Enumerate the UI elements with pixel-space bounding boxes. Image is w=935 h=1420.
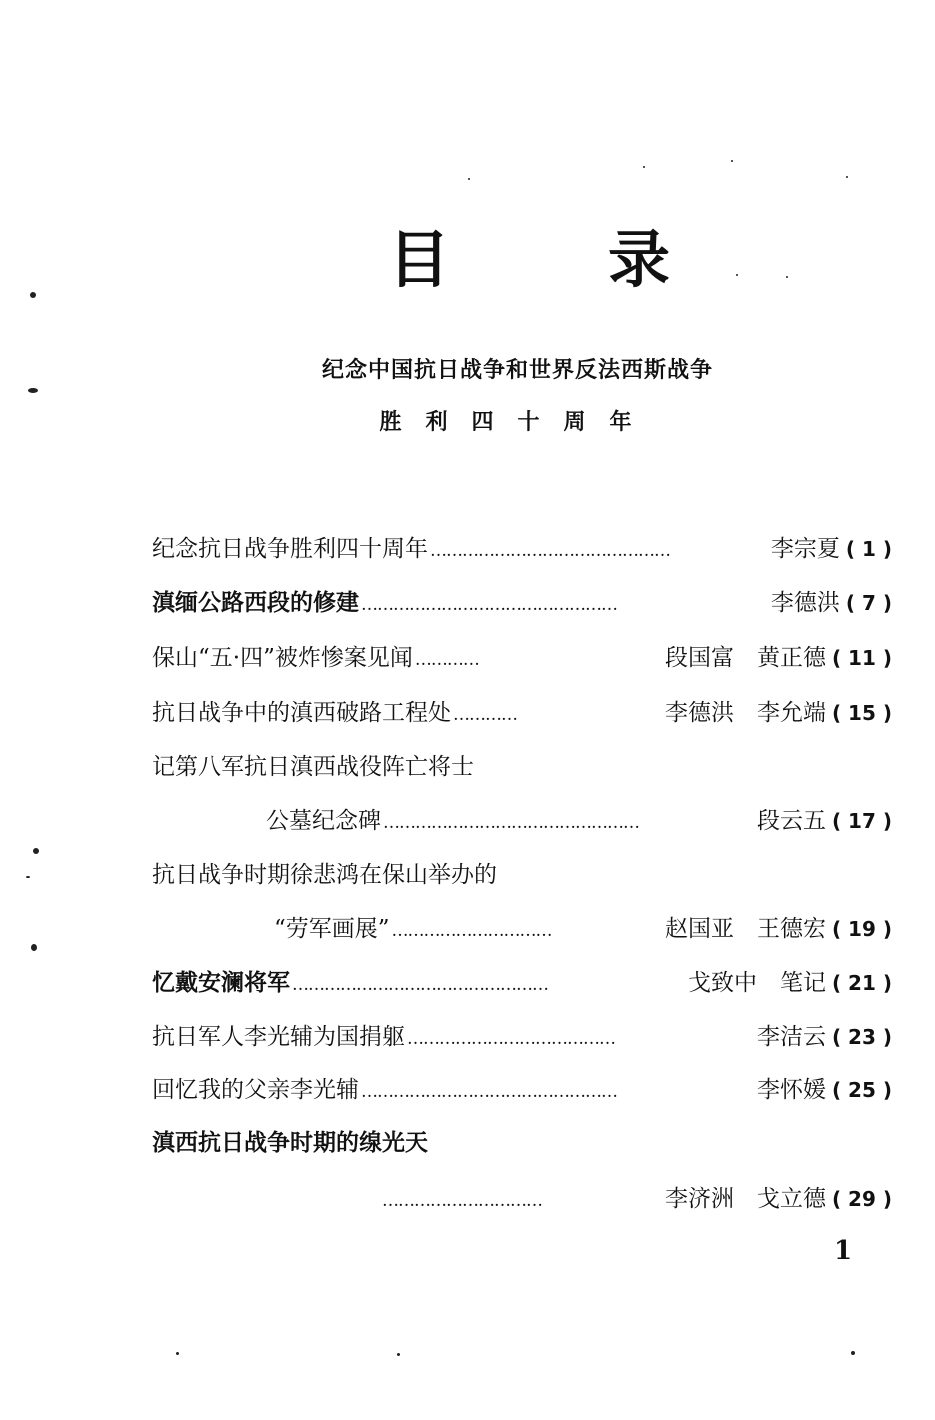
toc-leader-dots: ………………………………………… xyxy=(361,1082,617,1102)
toc-entry-title: 保山“五·四”被炸惨案见闻 xyxy=(152,645,413,671)
toc-leader-dots: ………………………… xyxy=(391,921,552,941)
toc-entry-page: ( 1 ) xyxy=(845,537,892,561)
toc-entry-author: 李怀媛 xyxy=(756,1077,826,1103)
scan-speck xyxy=(786,276,788,278)
toc-entry-title: 回忆我的父亲李光辅 xyxy=(152,1077,359,1103)
toc-entry[interactable] xyxy=(152,750,892,784)
toc-leader-dots: ………………………………………… xyxy=(292,975,548,995)
toc-leader-dots: ……………………………………… xyxy=(430,541,670,561)
toc-entry-title: 滇西抗日战争时期的缐光天 xyxy=(152,1129,428,1156)
toc-entry[interactable] xyxy=(152,532,892,566)
toc-entry-author: 李洁云 xyxy=(756,1024,826,1050)
toc-entry-page: ( 7 ) xyxy=(845,591,892,615)
toc-entry[interactable] xyxy=(152,1073,892,1107)
toc-entry-page: ( 21 ) xyxy=(831,971,892,995)
toc-entry[interactable] xyxy=(152,1126,892,1160)
toc-entry-author: 李宗夏 xyxy=(770,536,840,562)
toc-entry-title: 公墓纪念碑 xyxy=(266,808,381,834)
toc-entry-continuation[interactable] xyxy=(152,1182,892,1216)
scan-speck xyxy=(33,848,39,854)
toc-entry-title: 记第八军抗日滇西战役阵亡将士 xyxy=(152,754,474,780)
toc-entry-author: 李德洪 xyxy=(770,590,840,616)
toc-entry[interactable] xyxy=(152,858,892,892)
scan-speck xyxy=(30,292,36,298)
toc-entry-page: ( 25 ) xyxy=(831,1078,892,1102)
toc-entry-title: 抗日军人李光辅为国捐躯 xyxy=(152,1024,405,1050)
toc-entry-title: 忆戴安澜将军 xyxy=(152,969,290,996)
toc-entry-title: 滇缅公路西段的修建 xyxy=(152,589,359,616)
toc-entry-page: ( 19 ) xyxy=(831,917,892,941)
toc-entry-page: ( 23 ) xyxy=(831,1025,892,1049)
toc-heading-char-1: 目 xyxy=(388,223,451,296)
toc-entry-page: ( 29 ) xyxy=(831,1187,892,1211)
scan-speck xyxy=(736,274,738,276)
toc-leader-dots: ………………………………………… xyxy=(383,813,639,833)
toc-entry-continuation[interactable] xyxy=(152,804,892,838)
toc-entry-page: ( 17 ) xyxy=(831,809,892,833)
toc-entry-page: ( 11 ) xyxy=(831,646,892,670)
toc-entry-author: 李济洲 戈立德 xyxy=(664,1186,826,1212)
scan-speck xyxy=(468,178,470,180)
toc-entry-title: “劳军画展” xyxy=(274,916,390,942)
toc-entry[interactable] xyxy=(152,1020,892,1054)
toc-entry-title: 抗日战争时期徐悲鸿在保山举办的 xyxy=(152,862,497,888)
scan-speck xyxy=(28,388,38,393)
toc-entry-author: 段云五 xyxy=(756,808,826,834)
toc-entry-title: 抗日战争中的滇西破路工程处 xyxy=(152,700,451,726)
toc-leader-dots: ………………………………………… xyxy=(361,595,617,615)
scan-speck xyxy=(31,944,37,951)
scan-speck xyxy=(176,1352,179,1355)
toc-heading-char-2: 录 xyxy=(608,223,671,296)
scan-speck xyxy=(846,176,848,178)
page-number: 1 xyxy=(834,1236,853,1266)
toc-entry[interactable] xyxy=(152,586,892,620)
toc-entry-author: 段国富 黄正德 xyxy=(664,645,826,671)
section-heading-line-1: 纪念中国抗日战争和世界反法西斯战争 xyxy=(321,358,713,383)
toc-entry-page: ( 15 ) xyxy=(831,701,892,725)
toc-leader-dots: ………………………… xyxy=(382,1191,542,1211)
toc-entry[interactable] xyxy=(152,641,892,675)
toc-entry[interactable] xyxy=(152,696,892,730)
section-heading-line-2: 胜利四十周年 xyxy=(379,410,656,435)
scan-speck xyxy=(643,166,645,168)
scan-speck xyxy=(397,1353,400,1356)
scan-speck xyxy=(26,876,30,878)
scan-speck xyxy=(851,1351,855,1355)
toc-entry-continuation[interactable] xyxy=(152,912,892,946)
toc-entry-author: 赵国亚 王德宏 xyxy=(664,916,826,942)
toc-leader-dots: ………… xyxy=(453,705,517,725)
scan-speck xyxy=(731,160,733,162)
toc-entry-author: 戈致中 笔记 xyxy=(687,970,826,996)
toc-entry-author: 李德洪 李允端 xyxy=(664,700,826,726)
toc-entry-title: 纪念抗日战争胜利四十周年 xyxy=(152,536,428,562)
toc-entry[interactable] xyxy=(152,966,892,1000)
toc-leader-dots: ………… xyxy=(414,650,479,670)
toc-leader-dots: ………………………………… xyxy=(407,1029,615,1049)
